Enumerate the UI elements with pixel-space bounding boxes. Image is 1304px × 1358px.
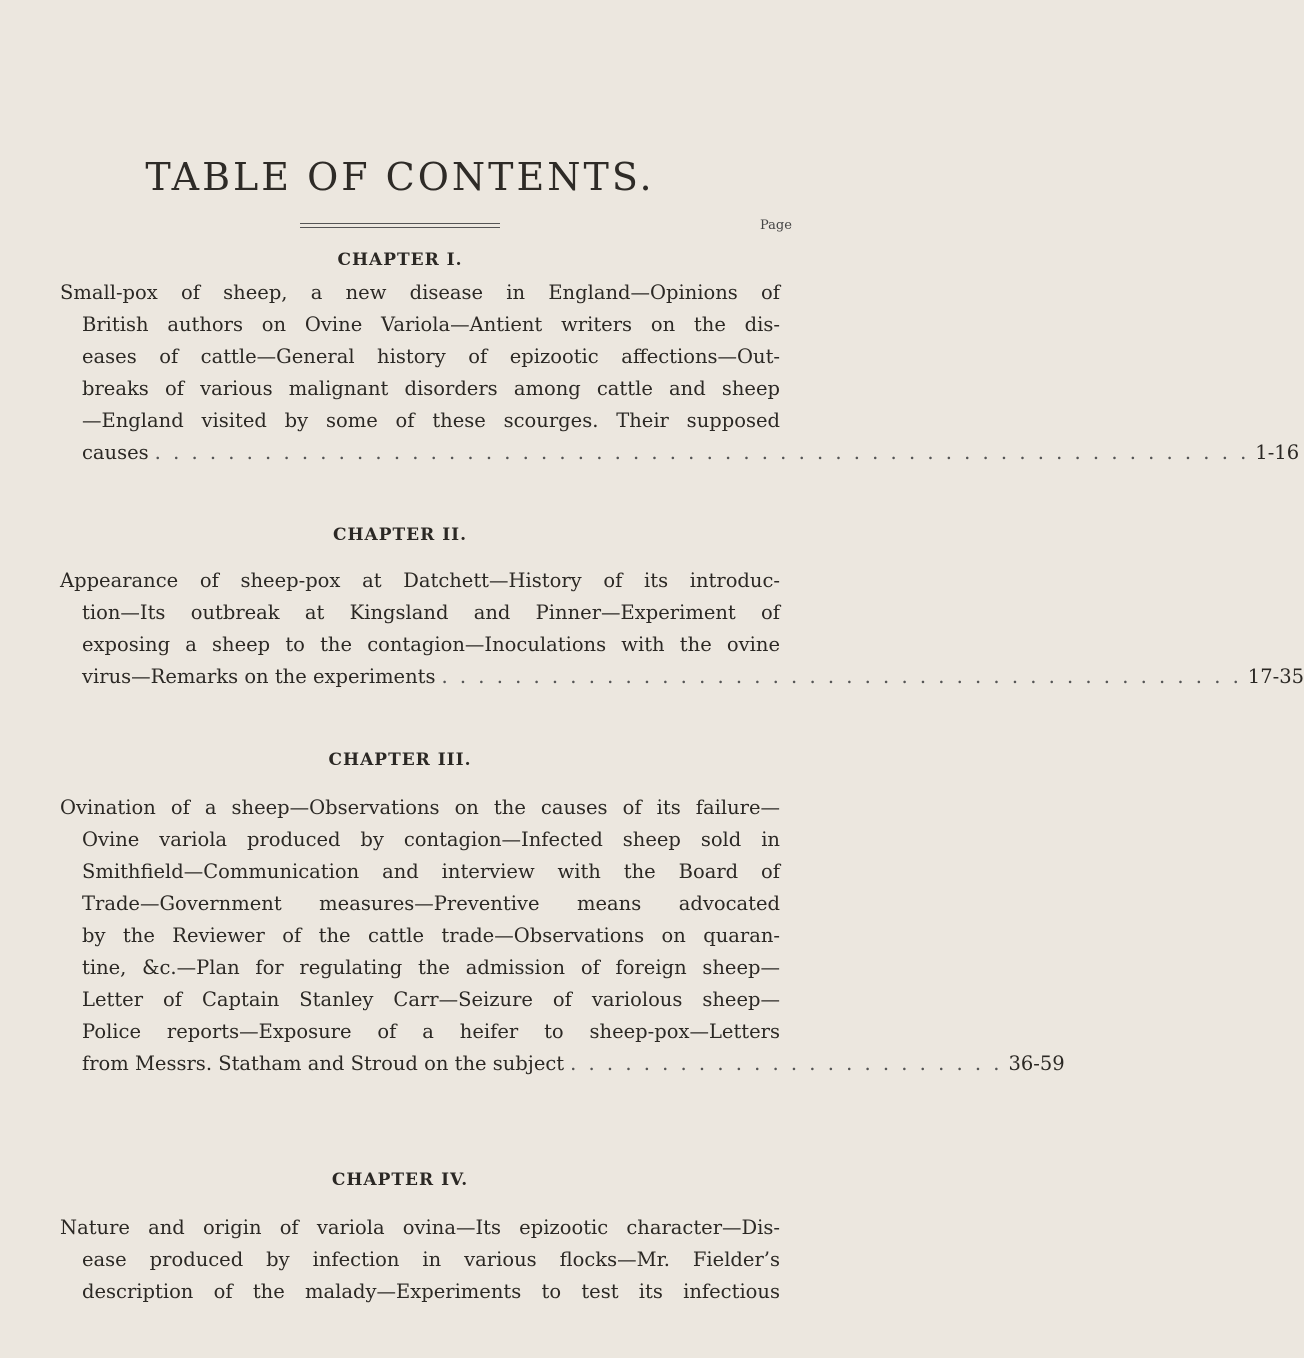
summary-line: eases of cattle—General history of epizootic affections—Out- <box>82 345 780 368</box>
chapter-1-heading: CHAPTER I. <box>337 250 463 270</box>
title-rule-top <box>300 223 500 224</box>
chapter-2-heading: CHAPTER II. <box>332 525 468 545</box>
summary-line: tion—Its outbreak at Kingsland and Pinner—Experiment of <box>82 601 780 624</box>
summary-line: causes <box>82 441 149 464</box>
summary-line: British authors on Ovine Variola—Antient writers on the dis- <box>82 313 780 336</box>
summary-line: virus—Remarks on the experiments <box>82 665 436 688</box>
dot-leader: . . . . . . . . . . . . . . . . . . . . . . . . . . . . . . . . . . . . . . . . . . . . . . . . . . . . . . . . . . . . <box>154 441 1250 464</box>
page-column-label: Page <box>760 218 792 233</box>
dot-leader: . . . . . . . . . . . . . . . . . . . . . . . . <box>570 1052 1003 1075</box>
summary-last-line <box>60 661 1304 693</box>
summary-line: —England visited by some of these scourges. Their supposed <box>82 409 780 432</box>
summary-line: Trade—Government measures—Preventive means advocated <box>82 892 780 915</box>
summary-line: exposing a sheep to the contagion—Inoculations with the ovine <box>82 633 780 656</box>
chapter-4-heading: CHAPTER IV. <box>331 1170 469 1190</box>
summary-line: Ovine variola produced by contagion—Infected sheep sold in <box>82 828 780 851</box>
summary-last-line <box>60 1048 1065 1080</box>
summary-line: from Messrs. Statham and Stroud on the subject <box>82 1052 565 1075</box>
chapter-1-summary <box>60 277 1300 469</box>
chapter-3-summary <box>60 792 1065 1080</box>
summary-line: tine, &c.—Plan for regulating the admission of foreign sheep— <box>82 956 780 979</box>
summary-line: Smithfield—Communication and interview with the Board of <box>82 860 780 883</box>
chapter-3-heading: CHAPTER III. <box>328 750 472 770</box>
dot-leader: . . . . . . . . . . . . . . . . . . . . . . . . . . . . . . . . . . . . . . . . . . . . <box>441 665 1242 688</box>
summary-line: Letter of Captain Stanley Carr—Seizure of variolous sheep— <box>82 988 780 1011</box>
page-range: 36-59 <box>1008 1052 1065 1075</box>
summary-last-line <box>60 437 1300 469</box>
chapter-4-summary <box>60 1212 780 1308</box>
summary-line: Ovination of a sheep—Observations on the causes of its failure— <box>60 796 780 819</box>
summary-line: description of the malady—Experiments to test its infectious <box>82 1280 780 1303</box>
summary-line: Small-pox of sheep, a new disease in England—Opinions of <box>60 281 780 304</box>
chapter-2-summary <box>60 565 1304 693</box>
summary-line: Police reports—Exposure of a heifer to sheep-pox—Letters <box>82 1020 780 1043</box>
summary-line: breaks of various malignant disorders among cattle and sheep <box>82 377 780 400</box>
summary-line: by the Reviewer of the cattle trade—Observations on quaran- <box>82 924 780 947</box>
summary-line: Appearance of sheep-pox at Datchett—History of its introduc- <box>60 569 780 592</box>
page-title: TABLE OF CONTENTS. <box>145 155 655 199</box>
title-rule-bottom <box>300 227 500 228</box>
summary-line: ease produced by infection in various flocks—Mr. Fielder’s <box>82 1248 780 1271</box>
page-range: 17-35 <box>1247 665 1304 688</box>
page-range: 1-16 <box>1255 441 1300 464</box>
summary-line: Nature and origin of variola ovina—Its epizootic character—Dis- <box>60 1216 780 1239</box>
